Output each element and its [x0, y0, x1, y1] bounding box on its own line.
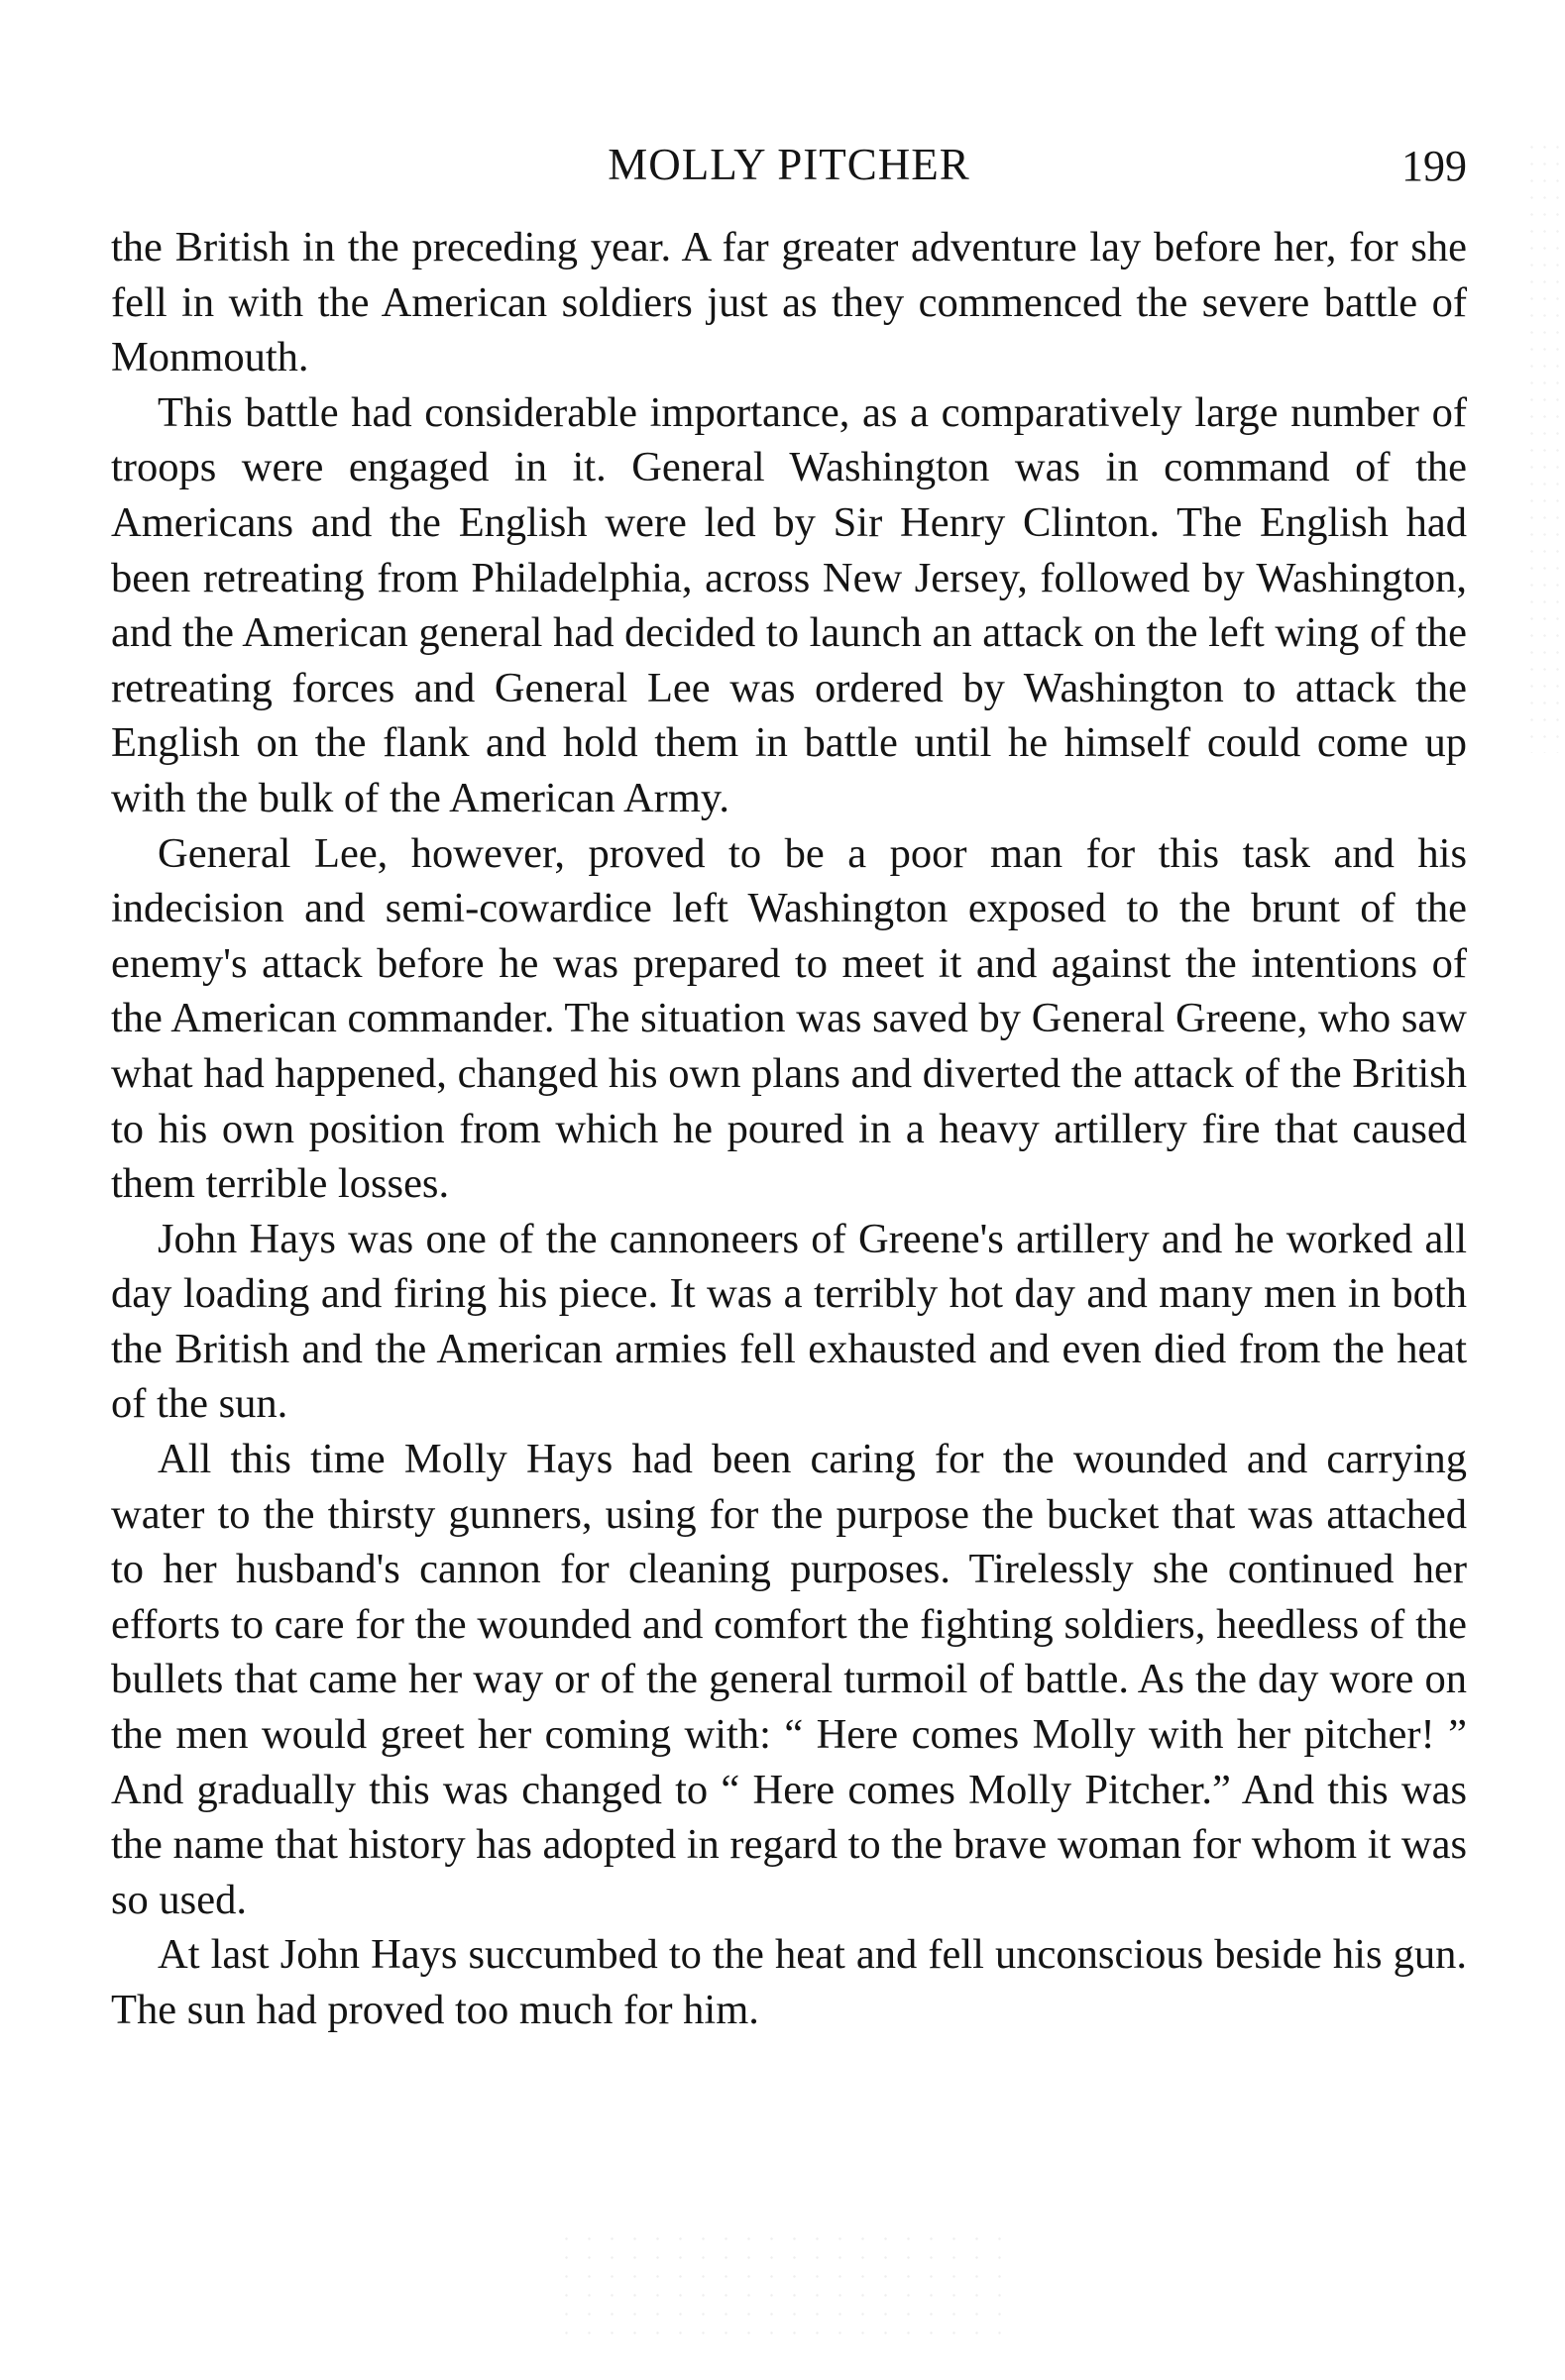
body-text	[111, 220, 1467, 2038]
paragraph-john-hays-collapse: At last John Hays succumbed to the heat and fell unconscious beside his gun. The sun had proved too much for him.	[111, 1931, 1467, 2033]
page-edge-speckle	[1525, 139, 1565, 753]
paragraph-battle-importance: This battle had considerable importance, as a comparatively large number of troops were engaged in it. General Washington was in command of the Americans and the English were led by Sir Henry Clinton. The English had been retreating from Philadelphia, across New Jersey, followed by Washington, and the American general had decided to launch an attack on the left wing of the retreating forces and General Lee was ordered by Washington to attack the English on the flank and hold them in battle until he himself could come up with the bulk of the American Army.	[111, 388, 1467, 821]
paragraph-general-lee: General Lee, however, proved to be a poor man for this task and his indecision and semi-cowardice left Washington exposed to the brunt of the enemy's attack before he was prepared to meet it and against the intentions of the American commander. The situation was saved by General Greene, who saw what had happened, changed his own plans and diverted the attack of the British to his own position from which he poured in a heavy artillery fire that caused them terrible losses.	[111, 829, 1467, 1208]
paragraph-john-hays: John Hays was one of the cannoneers of Greene's artillery and he worked all day loading and firing his piece. It was a terribly hot day and many men in both the British and the American armies fell exhausted and even died from the heat of the sun.	[111, 1215, 1467, 1428]
page-number: 199	[1401, 142, 1467, 190]
running-title: MOLLY PITCHER	[608, 140, 970, 189]
page-bottom-speckle	[555, 2229, 1011, 2348]
running-head	[111, 139, 1467, 202]
paragraph-continued: the British in the preceding year. A far greater adventure lay before her, for she fell in with the American soldiers just as they commenced the severe battle of Monmouth.	[111, 224, 1467, 381]
paragraph-molly-hays: All this time Molly Hays had been caring for the wounded and carrying water to the thirsty gunners, using for the purpose the bucket that was attached to her husband's cannon for cleaning purposes. Tirelessly she continued her efforts to care for the wounded and comfort the fighting soldiers, heedless of the bullets that came her way or of the general turmoil of battle. As the day wore on the men would greet her coming with: “ Here comes Molly with her pitcher! ” And gradually this was changed to “ Here comes Molly Pitcher.” And this was the name that history has adopted in regard to the brave woman for whom it was so used.	[111, 1436, 1467, 1923]
